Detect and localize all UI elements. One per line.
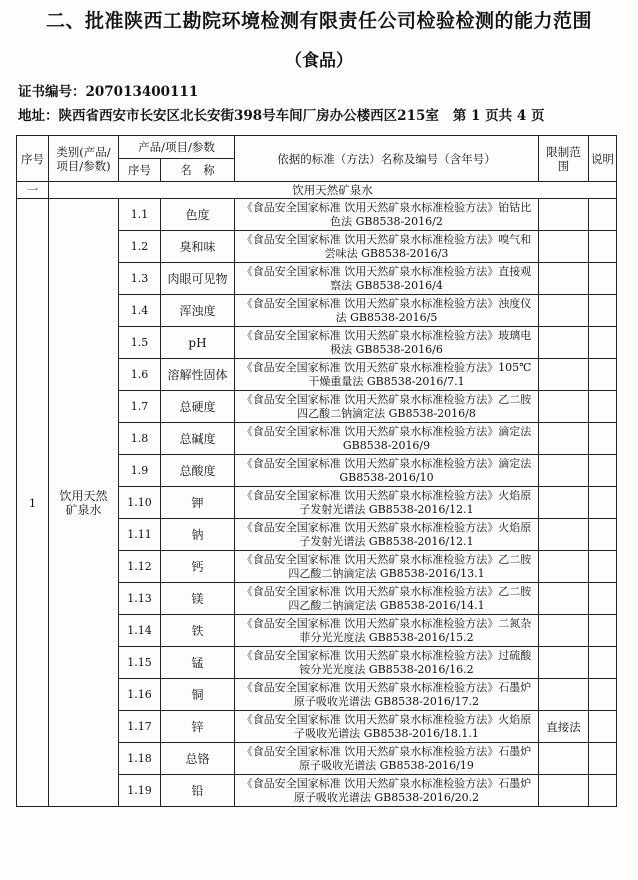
- item-standard: 《食品安全国家标准 饮用天然矿泉水标准检验方法》铂钴比色法 GB8538-2016/2: [235, 199, 539, 231]
- item-standard: 《食品安全国家标准 饮用天然矿泉水标准检验方法》火焰原子发射光谱法 GB8538-2016/12.1: [235, 519, 539, 551]
- header-item-no: 序号: [119, 159, 161, 182]
- item-name: 总酸度: [161, 455, 235, 487]
- header-note: 说明: [589, 136, 617, 182]
- item-standard: 《食品安全国家标准 饮用天然矿泉水标准检验方法》火焰原子发射光谱法 GB8538-2016/12.1: [235, 487, 539, 519]
- item-no: 1.8: [119, 423, 161, 455]
- item-name: 铅: [161, 775, 235, 807]
- item-no: 1.19: [119, 775, 161, 807]
- item-standard: 《食品安全国家标准 饮用天然矿泉水标准检验方法》105℃干燥重量法 GB8538-2016/7.1: [235, 359, 539, 391]
- item-no: 1.18: [119, 743, 161, 775]
- item-no: 1.5: [119, 327, 161, 359]
- item-name: 钾: [161, 487, 235, 519]
- item-name: 锌: [161, 711, 235, 743]
- item-limit: [539, 359, 589, 391]
- item-standard: 《食品安全国家标准 饮用天然矿泉水标准检验方法》嗅气和尝味法 GB8538-2016/3: [235, 231, 539, 263]
- item-standard: 《食品安全国家标准 饮用天然矿泉水标准检验方法》浊度仪法 GB8538-2016/5: [235, 295, 539, 327]
- item-note: [589, 647, 617, 679]
- item-name: 总碱度: [161, 423, 235, 455]
- header-product-group: 产品/项目/参数: [119, 136, 235, 159]
- item-note: [589, 327, 617, 359]
- item-name: 臭和味: [161, 231, 235, 263]
- item-standard: 《食品安全国家标准 饮用天然矿泉水标准检验方法》乙二胺四乙酸二钠滴定法 GB8538-2016/13.1: [235, 551, 539, 583]
- page-info: 第 1 页共 4 页: [452, 108, 545, 124]
- item-note: [589, 391, 617, 423]
- item-no: 1.12: [119, 551, 161, 583]
- item-name: 浑浊度: [161, 295, 235, 327]
- item-note: [589, 455, 617, 487]
- item-note: [589, 679, 617, 711]
- header-seq: 序号: [17, 136, 49, 182]
- item-standard: 《食品安全国家标准 饮用天然矿泉水标准检验方法》火焰原子吸收光谱法 GB8538-2016/18.1.1: [235, 711, 539, 743]
- item-name: 肉眼可见物: [161, 263, 235, 295]
- item-note: [589, 199, 617, 231]
- item-note: [589, 295, 617, 327]
- item-limit: [539, 423, 589, 455]
- section-row: [17, 182, 617, 199]
- item-limit: [539, 519, 589, 551]
- group-seq: 1: [17, 199, 49, 807]
- item-standard: 《食品安全国家标准 饮用天然矿泉水标准检验方法》过硫酸铵分光光度法 GB8538-2016/16.2: [235, 647, 539, 679]
- item-limit: [539, 743, 589, 775]
- item-limit: [539, 199, 589, 231]
- item-no: 1.6: [119, 359, 161, 391]
- item-name: 锰: [161, 647, 235, 679]
- document-title: 二、批准陕西工勘院环境检测有限责任公司检验检测的能力范围: [45, 10, 592, 32]
- item-note: [589, 615, 617, 647]
- item-limit: 直接法: [539, 711, 589, 743]
- item-standard: 《食品安全国家标准 饮用天然矿泉水标准检验方法》乙二胺四乙酸二钠滴定法 GB8538-2016/8: [235, 391, 539, 423]
- item-standard: 《食品安全国家标准 饮用天然矿泉水标准检验方法》石墨炉原子吸收光谱法 GB8538-2016/19: [235, 743, 539, 775]
- table-row: [17, 199, 617, 231]
- address-line: [18, 104, 544, 124]
- item-standard: 《食品安全国家标准 饮用天然矿泉水标准检验方法》石墨炉原子吸收光谱法 GB8538-2016/17.2: [235, 679, 539, 711]
- item-note: [589, 583, 617, 615]
- item-no: 1.4: [119, 295, 161, 327]
- section-title: 饮用天然矿泉水: [49, 182, 617, 199]
- item-limit: [539, 647, 589, 679]
- item-no: 1.14: [119, 615, 161, 647]
- item-standard: 《食品安全国家标准 饮用天然矿泉水标准检验方法》二氮杂菲分光光度法 GB8538-2016/15.2: [235, 615, 539, 647]
- item-standard: 《食品安全国家标准 饮用天然矿泉水标准检验方法》直接观察法 GB8538-2016/4: [235, 263, 539, 295]
- item-name: 铁: [161, 615, 235, 647]
- item-limit: [539, 455, 589, 487]
- certificate-number: 207013400111: [85, 84, 199, 100]
- address-text: 陕西省西安市长安区北长安街398号车间厂房办公楼西区215室: [58, 108, 439, 124]
- item-limit: [539, 679, 589, 711]
- item-no: 1.15: [119, 647, 161, 679]
- item-note: [589, 359, 617, 391]
- item-no: 1.13: [119, 583, 161, 615]
- section-no: 一: [17, 182, 49, 199]
- item-standard: 《食品安全国家标准 饮用天然矿泉水标准检验方法》滴定法 GB8538-2016/9: [235, 423, 539, 455]
- document-subtitle: （食品）: [285, 51, 353, 71]
- header-row-1: [17, 136, 617, 159]
- item-no: 1.3: [119, 263, 161, 295]
- item-name: 色度: [161, 199, 235, 231]
- item-no: 1.10: [119, 487, 161, 519]
- item-note: [589, 487, 617, 519]
- item-note: [589, 775, 617, 807]
- item-note: [589, 231, 617, 263]
- item-name: 溶解性固体: [161, 359, 235, 391]
- item-limit: [539, 327, 589, 359]
- header-limit: 限制范围: [539, 136, 589, 182]
- item-note: [589, 423, 617, 455]
- item-standard: 《食品安全国家标准 饮用天然矿泉水标准检验方法》石墨炉原子吸收光谱法 GB8538-2016/20.2: [235, 775, 539, 807]
- item-no: 1.16: [119, 679, 161, 711]
- item-note: [589, 743, 617, 775]
- header-standard: 依据的标准（方法）名称及编号（含年号）: [235, 136, 539, 182]
- item-limit: [539, 295, 589, 327]
- item-name: 铜: [161, 679, 235, 711]
- capability-table: [16, 135, 617, 807]
- item-name: 镁: [161, 583, 235, 615]
- item-standard: 《食品安全国家标准 饮用天然矿泉水标准检验方法》滴定法 GB8538-2016/10: [235, 455, 539, 487]
- address-label: 地址：: [18, 108, 59, 124]
- item-standard: 《食品安全国家标准 饮用天然矿泉水标准检验方法》乙二胺四乙酸二钠滴定法 GB8538-2016/14.1: [235, 583, 539, 615]
- item-standard: 《食品安全国家标准 饮用天然矿泉水标准检验方法》玻璃电极法 GB8538-2016/6: [235, 327, 539, 359]
- item-name: pH: [161, 327, 235, 359]
- item-name: 钙: [161, 551, 235, 583]
- item-limit: [539, 551, 589, 583]
- item-limit: [539, 583, 589, 615]
- item-limit: [539, 263, 589, 295]
- item-no: 1.9: [119, 455, 161, 487]
- header-category: 类别(产品/项目/参数): [49, 136, 119, 182]
- certificate-line: [18, 80, 198, 100]
- item-limit: [539, 231, 589, 263]
- item-name: 钠: [161, 519, 235, 551]
- item-name: 总硬度: [161, 391, 235, 423]
- certificate-label: 证书编号：: [18, 84, 86, 100]
- item-note: [589, 519, 617, 551]
- item-no: 1.7: [119, 391, 161, 423]
- item-limit: [539, 615, 589, 647]
- item-no: 1.17: [119, 711, 161, 743]
- item-note: [589, 711, 617, 743]
- item-note: [589, 263, 617, 295]
- item-name: 总铬: [161, 743, 235, 775]
- group-category: 饮用天然矿泉水: [49, 199, 119, 807]
- item-limit: [539, 775, 589, 807]
- item-limit: [539, 487, 589, 519]
- item-no: 1.2: [119, 231, 161, 263]
- header-item-name: 名 称: [161, 159, 235, 182]
- item-limit: [539, 391, 589, 423]
- item-no: 1.11: [119, 519, 161, 551]
- item-note: [589, 551, 617, 583]
- item-no: 1.1: [119, 199, 161, 231]
